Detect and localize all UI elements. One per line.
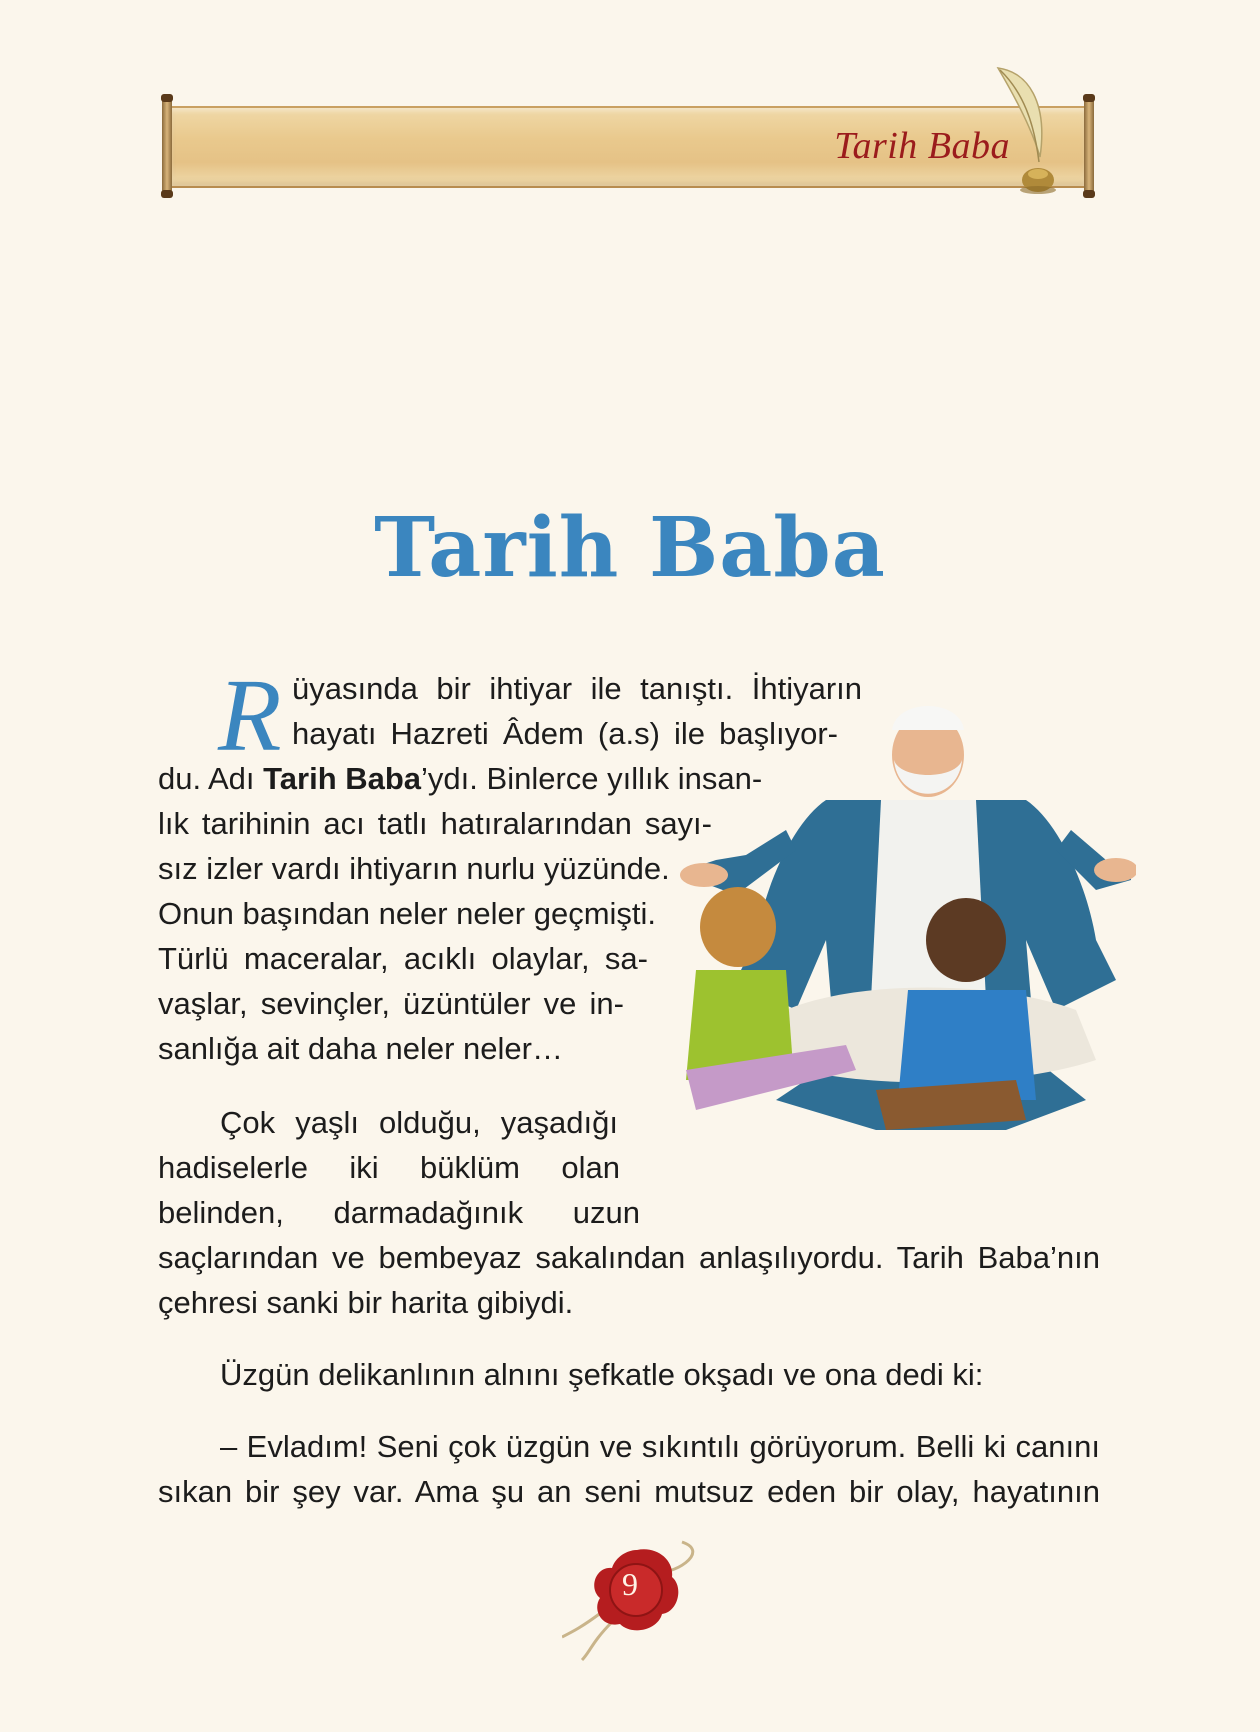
body-line: sanlığa ait daha neler neler… <box>158 1031 563 1066</box>
body-line: – Evladım! Seni çok üzgün ve sıkıntılı görüyorum. Belli ki canını <box>220 1429 1100 1464</box>
scroll-rod-left <box>162 98 172 194</box>
body-line: Üzgün delikanlının alnını şefkatle okşadı ve ona dedi ki: <box>220 1357 984 1392</box>
rod-knob-bottom <box>1083 190 1095 198</box>
body-text-span: insan- <box>677 761 763 796</box>
body-line: hadiselerle iki büklüm olan <box>158 1150 620 1185</box>
rod-knob-top <box>1083 94 1095 102</box>
body-line: hayatı Hazreti Âdem (a.s) ile başlıyor- <box>292 716 838 751</box>
elder-storyteller-illustration <box>676 680 1136 1210</box>
body-text-span: du. Adı <box>158 761 264 796</box>
chapter-title: Tarih Baba <box>374 500 886 596</box>
drop-cap-letter: R <box>218 658 282 773</box>
page-number: 9 <box>622 1566 638 1602</box>
bold-name: Tarih Baba <box>263 761 422 796</box>
body-text-span: ’ydı. Binlerce yıllık <box>421 761 678 796</box>
rod-knob-top <box>161 94 173 102</box>
body-line: Türlü maceralar, acıklı olaylar, sa- <box>158 941 648 976</box>
header-scroll-banner <box>158 98 1098 194</box>
body-line: Çok yaşlı olduğu, yaşadığı <box>220 1105 618 1140</box>
body-line: lık tarihinin acı tatlı hatıralarından sayı- <box>158 806 712 841</box>
body-line: sıkan bir şey var. Ama şu an seni mutsuz eden bir olay, hayatının <box>158 1474 1100 1509</box>
body-line: sız izler vardı ihtiyarın nurlu yüzünde. <box>158 851 670 886</box>
rod-knob-bottom <box>161 190 173 198</box>
quill-inkpot-icon <box>978 62 1068 202</box>
body-line: belinden, darmadağınık uzun <box>158 1195 640 1230</box>
body-line <box>158 761 762 797</box>
body-line: saçlarından ve bembeyaz sakalından anlaşılıyordu. Tarih Baba’nın <box>158 1240 1100 1275</box>
body-line: Onun başından neler neler geçmişti. <box>158 896 657 931</box>
body-line: çehresi sanki bir harita gibiydi. <box>158 1285 574 1320</box>
body-line: üyasında bir ihtiyar ile tanıştı. İhtiyarın <box>292 671 862 706</box>
running-title: Tarih Baba <box>834 125 1010 167</box>
scroll-rod-right <box>1084 98 1094 194</box>
body-line: vaşlar, sevinçler, üzüntüler ve in- <box>158 986 624 1021</box>
